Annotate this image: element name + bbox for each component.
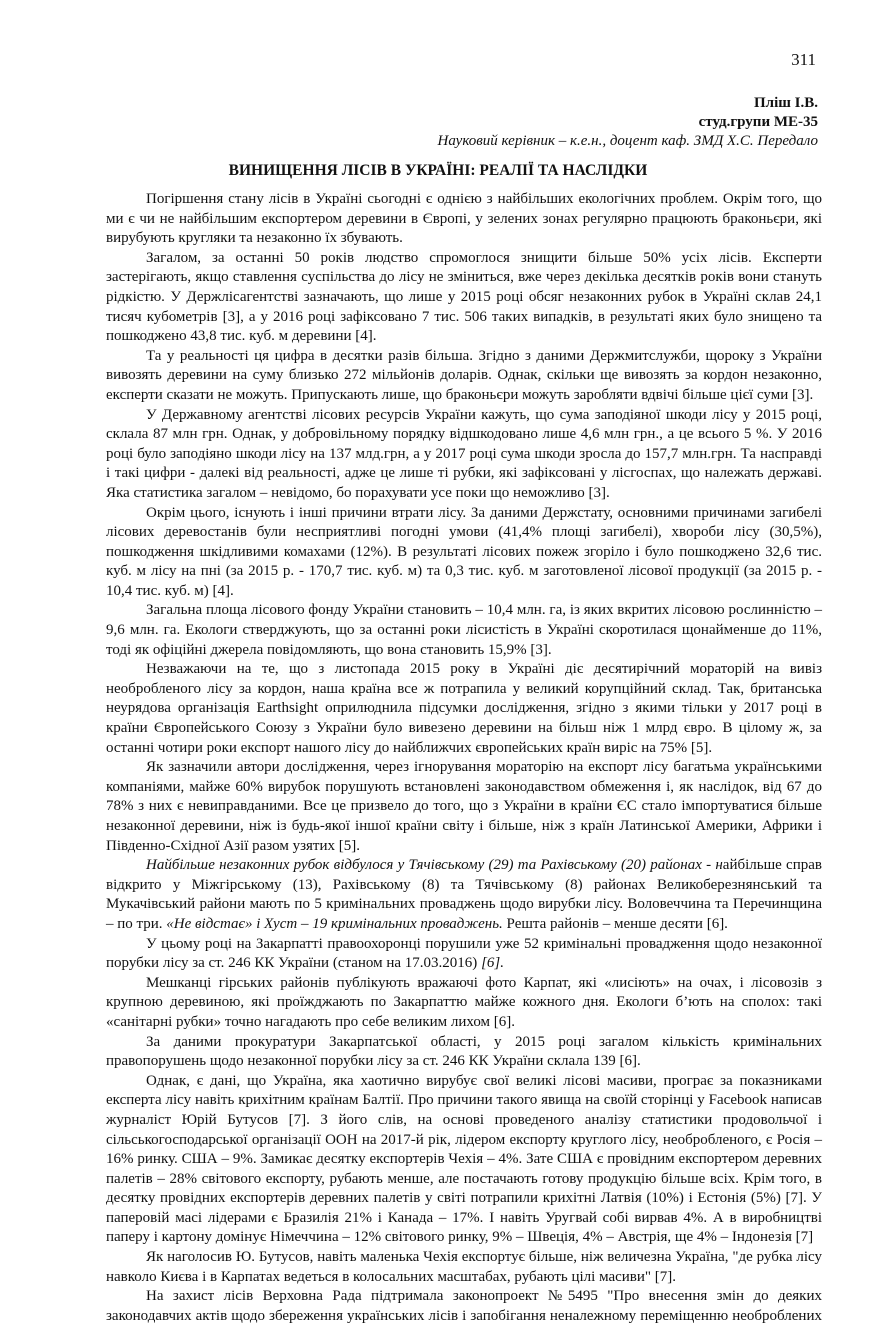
paragraph — [106, 974, 822, 1033]
paragraph — [106, 1072, 822, 1248]
paragraph — [106, 856, 822, 934]
author-group: студ.групи МЕ-35 — [698, 114, 818, 130]
paragraph-text: айбільше справ відкрито у Міжгірському (13), Рахівському (8) та Тячівському (8) районах Великоберезнянський та Мукачівський райони мають по 5 кримінальних проваджень щодо вирубки лісу. Воловеччина та Перечинщина – по три. — [106, 857, 822, 932]
paragraph — [106, 190, 822, 249]
paragraph-text: За даними прокуратури Закарпатської області, у 2015 році загалом кількість кримінальних правопорушень щодо незаконної порубки лісу за ст. 246 КК України склала 139 [6]. — [106, 1033, 822, 1070]
paragraph-text: Та у реальності ця цифра в десятки разів більша. Згідно з даними Держмитслужби, щороку з України вивозять деревини на суму близько 272 мільйонів доларів. Однак, скільки ще вивозять за кордон незаконно, експерти сказати не можуть. Припускають лише, що браконьєри можуть заробляти вдвічі більше цієї суми [3]. — [106, 347, 822, 403]
paragraph-text: Погіршення стану лісів в Україні сьогодні є однією з найбільших екологічних проблем. Окрім того, що ми є чи не найбільшим експортером деревини в Європі, у зелених зонах регулярно працюють браконьєри, які вирубують кругляки та незаконно їх збувають. — [106, 191, 822, 247]
paragraph — [106, 660, 822, 758]
paragraph — [106, 1287, 822, 1326]
article-title: ВИНИЩЕННЯ ЛІСІВ В УКРАЇНІ: РЕАЛІЇ ТА НАСЛІДКИ — [228, 162, 648, 179]
italic-text: [6]. — [481, 955, 504, 972]
article-body — [106, 190, 822, 1326]
italic-text: «Не відстає» і Хуст – 19 кримінальних проваджень. — [166, 915, 503, 932]
author-name: Пліш І.В. — [753, 95, 818, 111]
paragraph — [106, 1248, 822, 1287]
paragraph-text: Незважаючи на те, що з листопада 2015 року в Україні діє десятирічний мораторій на вивіз необробленого лісу за кордон, наша країна все ж потрапила у великий корупційний склад. Так, британська неурядова організація Earthsight оприлюднила підсумки дослідження, згідно з якими тільки у 2017 році в країни Європейського Союзу з України було вивезено деревини на більш ніж 1 млрд євро. В цілому ж, за останні чотири роки експорт нашого лісу до найближчих європейських країн виріс на 75% [5]. — [106, 661, 822, 756]
page-number: 311 — [791, 50, 816, 69]
paragraph — [106, 1033, 822, 1072]
paragraph — [106, 406, 822, 504]
paragraph — [106, 601, 822, 660]
paragraph-text: У цьому році на Закарпатті правоохоронці порушили уже 52 кримінальні провадження щодо незаконної порубки лісу за ст. 246 КК України (станом на 17.03.2016) — [106, 935, 822, 972]
author-block — [438, 94, 818, 151]
paragraph-text: У Державному агентстві лісових ресурсів України кажуть, що сума заподіяної шкоди лісу у 2015 році, склала 87 млн грн. Однак, у добровільному порядку відшкодовано лише 4,6 млн грн., а це всього 5 %. У 2016 році було заподіяно шкоди лісу на 137 млд.грн, а у 2017 році сума шкоди зросла до 157,7 млн.грн. Та насправді і такі цифри - далекі від реальності, адже це лише ті рубки, які зафіксовані у лісгоспах, що належать державі. Яка статистика загалом – невідомо, бо порахувати усе поки що неможливо [3]. — [106, 406, 822, 501]
supervisor: Науковий керівник – к.е.н., доцент каф. ЗМД Х.С. Передало — [437, 133, 818, 149]
paragraph-text: Загалом, за останні 50 років людство спромоглося знищити більше 50% усіх лісів. Експерти застерігають, якщо ставлення суспільства до лісу не зміниться, вже через декілька десятків років вони стануть рідкістю. У Держлісагентстві зазначають, що лише у 2015 році обсяг незаконних рубок в Україні склав 24,1 тисяч кубометрів [3], а у 2016 році зафіксовано 7 тис. 506 таких випадків, в результаті яких було знищено та пошкоджено 43,8 тис. куб. м деревини [4]. — [106, 249, 822, 345]
italic-text: Найбільше незаконних рубок відбулося у Тячівському (29) та Рахівському (20) районах - н — [146, 857, 723, 874]
paragraph-text: Однак, є дані, що Україна, яка хаотично вирубує свої великі лісові масиви, програє за показниками експерта лісу навіть крихітним країнам Балтії. Про причини такого явища на своїй сторінці у Facebook написав журналіст Юрій Бутусов [7]. З його слів, на основі проведеного аналізу статистики продовольчої і сільськогосподарської організації ООН на 2017-й рік, лідером експорту круглого лісу, необробленого, є Росія – 16% ринку. США – 9%. Замикає десятку експортерів Чехія – 4%. Зате США є провідним експортером деревних палетів – 28% світового експорту, рубають менше, але постачають готову продукцію більше всіх. Крім того, в десятку провідних експортерів деревних палетів у світі потрапили крихітні Латвія (10%) і Естонія (5%) [7]. У паперовій масі лідерами є Бразилія 21% і Канада – 17%. І навіть Уругвай собі вирвав 4%. А в виробництві паперу і картону домінує Німеччина – 12% світового ринку, 9% – Швеція, 4% – Австрія, ще 4% – Індонезія [7] — [106, 1072, 822, 1246]
paragraph-text: На захист лісів Верховна Рада підтримала законопроект №5495 "Про внесення змін до деяких законодавчих актів щодо збереження українських лісів і запобігання неналежному переміщенню необроблених — [106, 1288, 822, 1324]
paragraph-text: Окрім цього, існують і інші причини втрати лісу. За даними Держстату, основними причинами загибелі лісових деревостанів були несприятливі погодні умови (41,4% площі загибелі), хвороби лісу (30,5%), пошкодження шкідливими комахами (12%). В результаті лісових пожеж згоріло і було пошкоджено 32,6 тис. куб. м лісу на пні (за 2015 р. - 170,7 тис. куб. м) та 0,3 тис. куб. м заготовленої лісової продукції (за 2015 р. - 10,4 тис. куб. м) [4]. — [106, 504, 822, 599]
paragraph-text: Загальна площа лісового фонду України становить – 10,4 млн. га, із яких вкритих лісовою рослинністю – 9,6 млн. га. Екологи стверджують, що за останні роки лісистість в Україні скоротилася щонайменше до 11%, тоді як офіційні джерела повідомляють, що вона становить 15,9% [3]. — [106, 602, 822, 658]
paragraph — [106, 249, 822, 347]
paragraph-text: Мешканці гірських районів публікують вражаючі фото Карпат, які «лисіють» на очах, і лісовозів з крупною деревиною, які проїжджають по Закарпаттю майже кожного дня. Екологи б’ють на сполох: такі «санітарні рубки» точно нагадають про себе великим лихом [6]. — [106, 974, 822, 1030]
paragraph — [106, 758, 822, 856]
paragraph-text: Як зазначили автори дослідження, через ігнорування мораторію на експорт лісу багатьма українськими компаніями, майже 60% вирубок порушують встановлені законодавством обмеження і, як наслідок, від 67 до 78% з них є невиправданими. Все це призвело до того, що з України в країни ЄС стало імпортуватися більше незаконної деревини, ніж із будь-якої іншої країни світу і більше, ніж з країн Латинської Америки, Африки і Південно-Східної Азії разом узятих [5]. — [106, 759, 822, 854]
paragraph-text: Решта районів – менше десяти [6]. — [502, 915, 728, 932]
paragraph-text: Як наголосив Ю. Бутусов, навіть маленька Чехія експортує більше, ніж величезна Україна, "де рубка лісу навколо Києва і в Карпатах ведеться в колосальних масштабах, рубають цілі масиви" [7]. — [106, 1249, 822, 1285]
paragraph — [106, 935, 822, 974]
paragraph — [106, 504, 822, 602]
paragraph — [106, 347, 822, 406]
